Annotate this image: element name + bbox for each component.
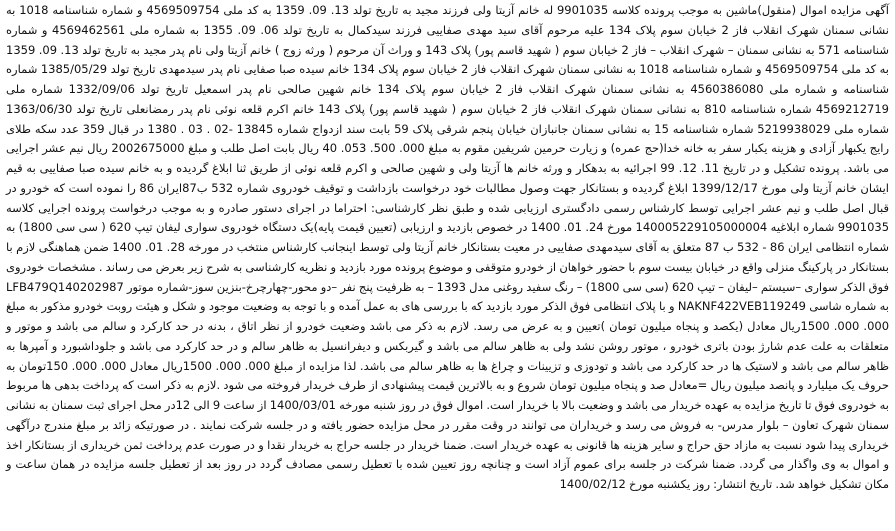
auction-notice-text: آگهی مزایده اموال (منقول)ماشین به موجب پرونده کلاسه 9901035 له خانم آزیتا ولی فرزند مجید به تاریخ تولد 13. 09. 1359 به کد ملی 4569509754 و شماره شناسنامه 1018 به نشانی سمنان شهرک انقلاب فاز 2 خیابان سوم پلاک 134 علیه مرحوم آقای سید مهدی صفاییی فرزند سیدکمال به تاریخ تولد 06. 09. 1355 به شماره ملی 4569462561 و شماره شناسنامه 571 به نشانی سمنان – شهرک انقلاب – فاز 2 خیابان سوم ( شهید قاسم پور) پلاک 143 و وراث آن مرحوم ( ورثه زوج ) خانم آزیتا ولی نام پدر مجید به تاریخ تولد 13. 09. 1359 به کد ملی 4569509754 و شماره شناسنامه 1018 به نشانی سمنان شهرک انقلاب فاز 2 خیابان سوم پلاک 134 خانم سیده صبا صفایی نام پدر سیدمهدی تاریخ تولد 1385/05/29 شماره شناسنامه و شماره ملی 4560386080 به نشانی سمنان شهرک انقلاب فاز 2 خیابان سوم پلاک 134 خانم شهین صالحی نام پدر اسمعیل تاریخ تولد 1332/09/06 شماره ملی 4569212719 شماره شناسنامه 810 به نشانی سمنان شهرک انقلاب فاز 2 خیابان سوم ( شهید قاسم پور) پلاک 143 خانم اکرم قلعه نوئی نام پدر رمضانعلی تاریخ تولد 1363/06/30 شماره ملی 5219938029 شماره شناسنامه 15 به نشانی سمنان جانبازان خیابان پنجم شرقی پلاک 59 بابت سند ازدواج شماره 13845 -02 . 03 . 1380 در قبال 359 عدد سکه طلای رایج یکبهار آزادی و هزینه یکبار سفر به خانه خدا(حج عمره) و زیارت حرمین شریفین مقوم به مبلغ 000. 500. 053. 40 ریال بابت اصل طلب و مبلغ 2002675000 ریال نیم عشر اجرایی می باشد. پرونده تشکیل و در تاریخ 11. 12. 99 اجرائیه به بدهکار و ورثه خانم ها آزیتا ولی و شهین صالحی و اکرم قلعه نوئی از طریق ثنا ابلاغ گردیده و به خانم سیده صبا صفاییی به قیم ایشان خانم آزیتا ولی مورخ 1399/12/17 ابلاغ گردیده و بستانکار جهت وصول مطالبات خود درخواست بازداشت و توقیف خودروی شماره 532 ب87ایران 86 را نموده است که خودرو در قبال اصل طلب و نیم عشر اجرایی توسط کارشناس رسمی دادگستری ارزیابی شده و طبق نظر کارشناسی: احتراما در اجرای دستور صادره و به موجب درخواست پرونده اجرایی کلاسه 9901035 شماره ابلاغیه 140005229105000004 مورخ 24. 01. 1400 در خصوص بازدید و ارزیابی (تعیین قیمت پایه)یک دستگاه خودروی سواری لیفان تیپ 620 ( سی سی 1800) به شماره انتظامی ایران 86 - 532 ب 87 متعلق به آقای سیدمهدی صفاییی در معیت بستانکار خانم آزیتا ولی توسط اینجانب کارشناس منتخب در مورخه 28. 01. 1400 ضمن هماهنگی لازم با بستانکار در پارکینگ منزلی واقع در خیابان بیست سوم با حضور خواهان از خودرو متوقفی و موضوع پرونده مورد بازدید و نظریه کارشناسی به شرح زیر بعرض می رساند . مشخصات خودروی فوق الذکر سواری –سیستم –لیفان – تیپ 620 (سی سی 1800) – رنگ سفید روغنی مدل 1393 – به ظرفیت پنج نفر –دو محور-چهارچرخ-بنزین سوز-شماره موتور LFB479Q140202987 به شماره شاسی NAKNF422VEB119249 و با پلاک انتظامی فوق الذکر مورد بازدید که با بررسی های به عمل آمده و با توجه به وضعیت موجود و شکل و هیئت روبت خودرو مذکور به مبلغ 000. 000. 1500ریال معادل (یکصد و پنجاه میلیون تومان )تعیین و به عرض می رسد. لازم به ذکر می باشد وضعیت خودرو از نظر اتاق ، بدنه در حد کارکرد و سالم می باشد و موتور و متعلقات به علت عدم شارژ بودن باتری خودرو ، موتور روشن نشد ولی به ظاهر سالم می باشد و گیربکس و دیفرانسیل به ظاهر سالم و در حد کارکرد می باشد و جلوداشبورد و آمپرها به ظاهر سالم می باشد و لاستیک ها در حد کارکرد می باشد و تودوزی و تزیینات و چراغ ها به ظاهر سالم می باشد. لذا مزایده از مبلغ 000. 000. 1500ریال معادل 000. 000. 150تومان به حروف یک میلیارد و پانصد میلیون ریال =معادل صد و پنجاه میلیون تومان شروع و به بالاترین قیمت پیشنهادی از طرف خریدار فروخته می شود .لازم به ذکر است که پرداخت بدهی ها مربوط به خودروی فوق تا تاریخ مزایده به عهده خریدار می باشد و وضعیت بالا با خریدار است. اموال فوق در روز شنبه مورخه 1400/03/01 از ساعت 9 الی 12در محل اجرای ثبت سمنان به نشانی سمنان شهرک تعاون – بلوار مدرس- به فروش می رسد و خریداران می توانند در وقت مقرر در محل مزایده حضور یافته و در جلسه شرکت نمایند . در صورتیکه زائد بر مبلغ مندرج درآگهی خریداری پیدا شود نسبت به مازاد حق حراج و سایر هزینه ها قانونی به عهده خریدار است. ضمنا خریدار در جلسه حراج به خریدار نقدا و در صورت عدم پرداخت ثمن خریداری از بستانکار اخذ و اموال به وی واگذار می گردد. ضمنا شرکت در جلسه برای عموم آزاد است و چنانچه روز تعیین شده با تعطیل رسمی مصادف گردد در روز بعد از تعطیل جلسه مزایده در همان ساعت و مکان تشکیل خواهد شد. تاریخ انتشار: روز یکشنبه مورخ 1400/02/12 [6,3,890,491]
